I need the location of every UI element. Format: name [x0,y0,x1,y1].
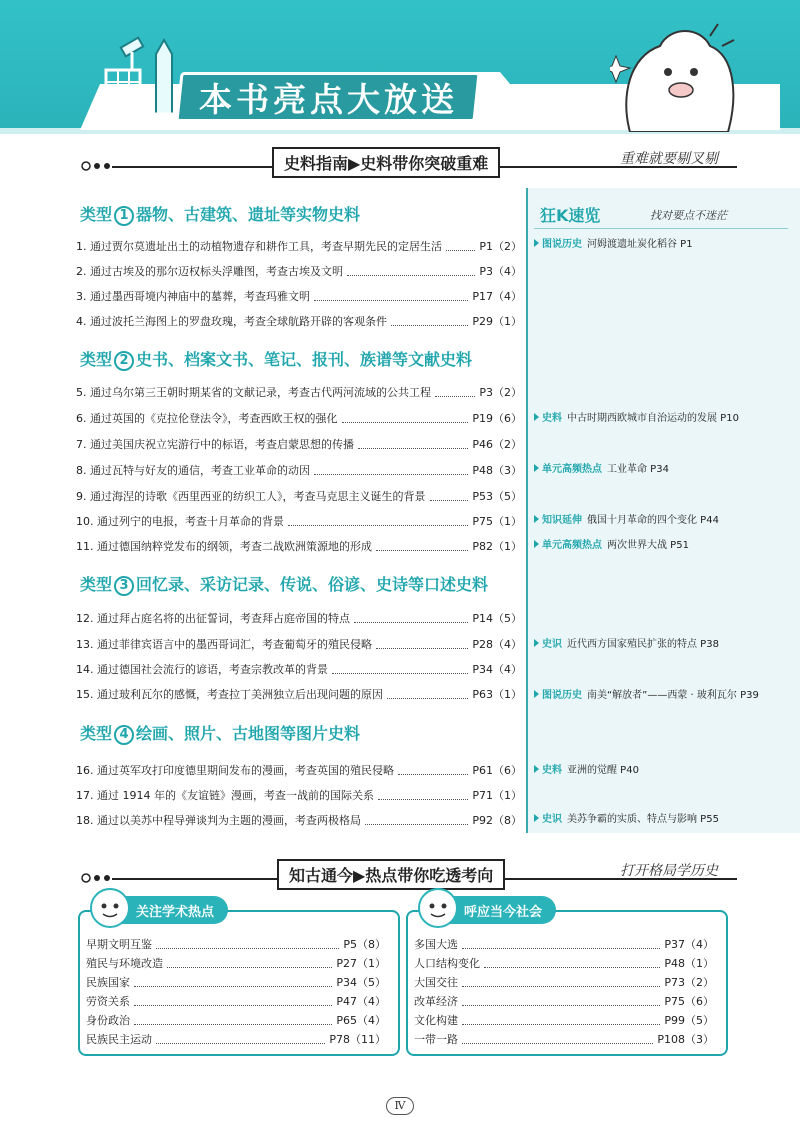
panel-item: 史识 美苏争霸的实质、特点与影响 P55 [534,809,796,831]
section2-title: 知古通今▶热点带你吃透考向 [277,859,505,890]
list-item: 7. 通过美国庆祝立宪游行中的标语，考查启蒙思想的传播 P46（2） [76,438,522,451]
list-item: 13. 通过菲律宾语言中的墨西哥词汇，考查葡萄牙的殖民侵略 P28（4） [76,638,522,651]
list-item: 15. 通过玻利瓦尔的感慨，考查拉丁美洲独立后出现问题的原因 P63（1） [76,688,522,701]
hotspot-row: 早期文明互鉴 P5（8） [86,938,386,951]
society-row: 大国交往 P73（2） [414,976,714,989]
list-item: 4. 通过波托兰海图上的罗盘玫瑰，考查全球航路开辟的客观条件 P29（1） [76,315,522,328]
academic-hotspots-header: 关注学术热点 [96,896,228,924]
list-item: 3. 通过墨西哥境内神庙中的墓葬，考查玛雅文明 P17（4） [76,290,522,303]
society-row: 文化构建 P99（5） [414,1014,714,1027]
panel-item: 图说历史 河姆渡遗址炭化稻谷 P1 [534,234,796,256]
panel-item: 史料 亚洲的觉醒 P40 [534,760,796,782]
triangle-marker-icon [534,540,539,548]
society-row: 人口结构变化 P48（1） [414,957,714,970]
section1-title: 史料指南▶史料带你突破重难 [272,147,500,178]
mascot-badge-icon [88,886,132,930]
list-item: 16. 通过英军攻打印度德里期间发布的漫画，考查英国的殖民侵略 P61（6） [76,764,522,777]
hotspot-row: 殖民与环境改造 P27（1） [86,957,386,970]
type-heading-1: 类型 1 器物、古建筑、遗址等实物史料 [80,205,361,224]
triangle-marker-icon [534,690,539,698]
list-item: 11. 通过德国纳粹党发布的纲领，考查二战欧洲策源地的形成 P82（1） [76,540,522,553]
section2-tagline: 打开格局学历史 [620,863,718,879]
alpaca-mascot-icon [610,16,740,132]
banner-title-box [175,72,480,122]
list-item: 10. 通过列宁的电报，考查十月革命的背景 P75（1） [76,515,522,528]
panel-tagline: 找对要点不迷茫 [650,209,727,222]
current-society-header: 呼应当今社会 [424,896,556,924]
list-item: 14. 通过德国社会流行的谚语，考查宗教改革的背景 P34（4） [76,663,522,676]
list-item: 17. 通过 1914 年的《友谊链》漫画，考查一战前的国际关系 P71（1） [76,789,522,802]
section1-tagline: 重难就要剔叉剔 [620,151,718,167]
triangle-marker-icon [534,639,539,647]
panel-item: 史识 近代西方国家殖民扩张的特点 P38 [534,634,796,656]
panel-item: 单元高频热点 工业革命 P34 [534,459,796,481]
panel-title: 狂K速览 [540,206,601,225]
hotspot-row: 民族民主运动 P78（11） [86,1033,386,1046]
triangle-marker-icon [534,413,539,421]
society-row: 改革经济 P75（6） [414,995,714,1008]
list-item: 9. 通过海涅的诗歌《西里西亚的纺织工人》，考查马克思主义诞生的背景 P53（5） [76,490,522,503]
list-item: 6. 通过英国的《克拉伦登法令》，考查西欧王权的强化 P19（6） [76,412,522,425]
list-item: 12. 通过拜占庭名将的出征誓词，考查拜占庭帝国的特点 P14（5） [76,612,522,625]
society-row: 一带一路 P108（3） [414,1033,714,1046]
banner-title: 本书亮点大放送 [198,79,458,119]
mascot-badge-icon [416,886,460,930]
list-item: 18. 通过以美苏中程导弹谈判为主题的漫画，考查两极格局 P92（8） [76,814,522,827]
panel-item: 史料 中古时期西欧城市自治运动的发展 P10 [534,408,796,430]
panel-divider [534,228,788,229]
hotspot-row: 民族国家 P34（5） [86,976,386,989]
triangle-marker-icon [534,239,539,247]
section-dots-icon [80,872,114,884]
society-row: 多国大选 P37（4） [414,938,714,951]
list-item: 5. 通过乌尔第三王朝时期某省的文献记录，考查古代两河流域的公共工程 P3（2） [76,386,522,399]
triangle-marker-icon [534,515,539,523]
page-number: Ⅳ [386,1097,414,1115]
panel-item: 单元高频热点 两次世界大战 P51 [534,535,796,557]
type-heading-3: 类型 3 回忆录、采访记录、传说、俗谚、史诗等口述史料 [80,575,489,594]
triangle-marker-icon [534,765,539,773]
type-heading-4: 类型 4 绘画、照片、古地图等图片史料 [80,724,361,743]
triangle-marker-icon [534,814,539,822]
triangle-marker-icon [534,464,539,472]
list-item: 8. 通过瓦特与好友的通信，考查工业革命的动因 P48（3） [76,464,522,477]
panel-item: 图说历史 南美“解放者”——西蒙 · 玻利瓦尔 P39 [534,685,784,707]
type-heading-2: 类型 2 史书、档案文书、笔记、报刊、族谱等文献史料 [80,350,473,369]
list-item: 2. 通过古埃及的那尔迈权标头浮雕图，考查古埃及文明 P3（4） [76,265,522,278]
panel-item: 知识延伸 俄国十月革命的四个变化 P44 [534,510,796,532]
list-item: 1. 通过贾尔莫遗址出土的动植物遗存和耕作工具，考查早期先民的定居生活 P1（2） [76,240,522,253]
hotspot-row: 劳资关系 P47（4） [86,995,386,1008]
section-dots-icon [80,160,114,172]
hotspot-row: 身份政治 P65（4） [86,1014,386,1027]
